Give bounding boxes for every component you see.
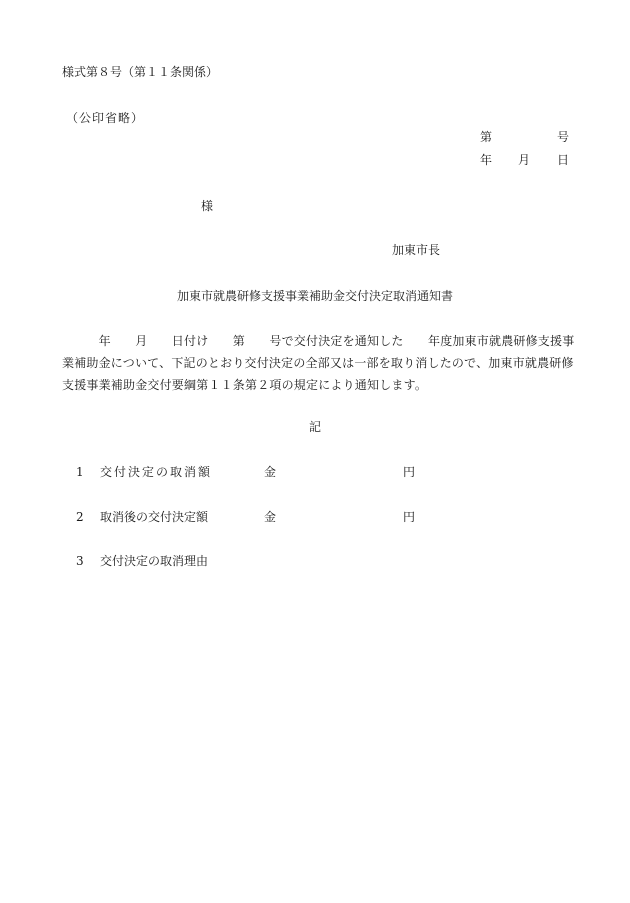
date-month-label: 月 xyxy=(518,153,531,167)
item-unit-label: 円 xyxy=(403,510,416,524)
date-year-label: 年 xyxy=(480,153,493,167)
document-title: 加東市就農研修支援事業補助金交付決定取消通知書 xyxy=(176,289,453,303)
item-currency-label: 金 xyxy=(264,510,277,524)
item-unit-label: 円 xyxy=(403,465,416,479)
notice-body-text: 年 月 日付け 第 号で交付決定を通知した 年度加東市就農研修支援事業補助金について、下記のとおり交付決定の全部又は一部を取り消したので、加東市就農研修支援事業補助金交付要綱第１１条第２項の規定により通知します。 xyxy=(62,334,575,392)
addressee-honorific: 様 xyxy=(201,199,214,213)
form-number: 様式第８号（第１１条関係） xyxy=(62,65,219,79)
document-number-suffix: 号 xyxy=(557,130,570,144)
item-number: 3 xyxy=(76,554,84,568)
seal-omitted-note: （公印省略） xyxy=(66,111,145,125)
item-cancel-reason xyxy=(76,553,496,569)
item-label: 交付決定の取消理由 xyxy=(100,554,209,568)
item-number: 2 xyxy=(76,510,84,524)
document-number-prefix: 第 xyxy=(480,130,493,144)
item-number: 1 xyxy=(76,465,84,479)
ki-heading: 記 xyxy=(308,420,321,434)
item-label: 交付決定の取消額 xyxy=(100,465,213,479)
item-currency-label: 金 xyxy=(264,465,277,479)
issuer-name: 加東市長 xyxy=(392,243,441,257)
item-amount-after-cancel xyxy=(76,509,496,525)
item-cancelled-amount xyxy=(76,464,496,480)
item-label: 取消後の交付決定額 xyxy=(100,510,209,524)
date-day-label: 日 xyxy=(557,153,570,167)
